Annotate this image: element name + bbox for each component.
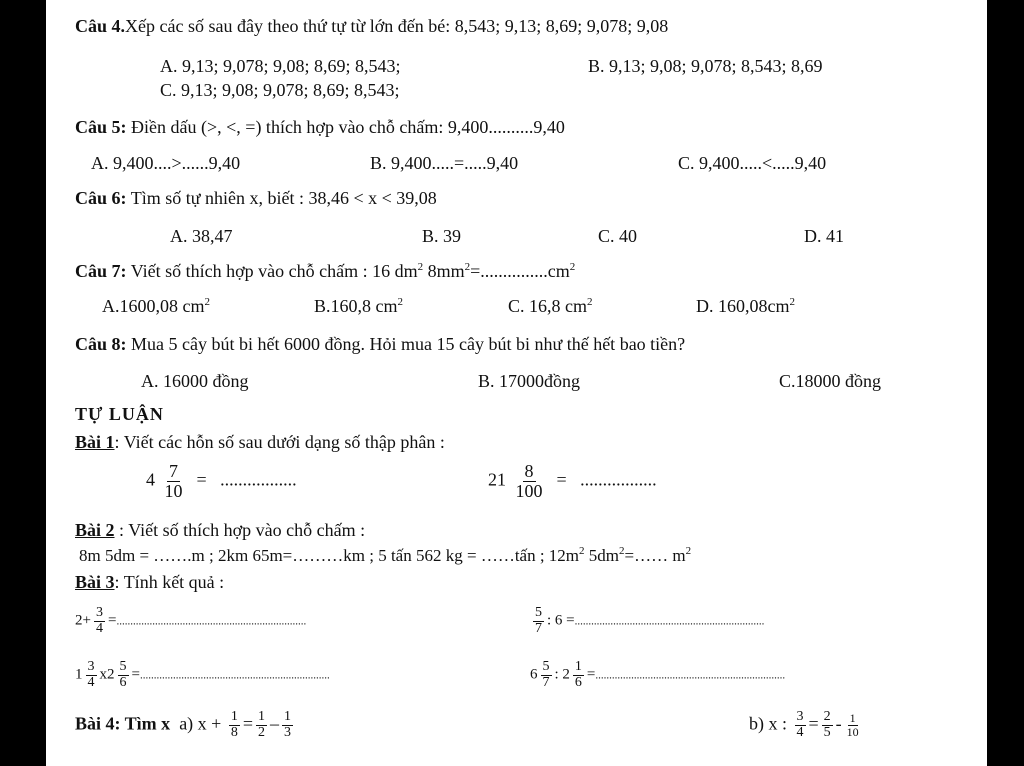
bai3-e4-fraction-2 [573, 660, 584, 690]
bai4-part-b: b) x : $\frac{3}{4}$ = $\frac{2}{5}$ - $\frac{1}{10}$ [749, 709, 859, 740]
bai3-e2-blank: ..................................................................... [574, 615, 765, 628]
bai1-label: Bài 1 [75, 432, 115, 452]
bai3-e1-eq: = [107, 612, 117, 629]
q7-text-pre: Viết số thích hợp vào chỗ chấm : 16 dm [130, 261, 418, 281]
bai4-a-fraction-3 [282, 710, 293, 740]
q7-option-a-text: A.1600,08 cm [102, 296, 205, 316]
q4-question [75, 16, 668, 36]
bai2-line-b: 5dm [584, 546, 620, 565]
q8-label: Câu 8: [75, 334, 127, 354]
bai1-e2-den: 100 [515, 480, 543, 501]
bai4-label: Bài 4: Tìm x [75, 713, 171, 734]
bai3-e2-op: : 6 = [547, 612, 575, 629]
bai3-e4-eq: = [586, 666, 596, 683]
q7-option-c-sq: 2 [587, 296, 593, 308]
q7-sq-2: 2 [464, 261, 471, 273]
q4-label: Câu 4. [75, 16, 126, 36]
bai3-e2-den: 7 [535, 620, 542, 636]
bai3-expr-2 [530, 606, 764, 636]
bai1-e2-eq: = [556, 469, 567, 490]
q7-option-d-sq: 2 [789, 296, 795, 308]
bai2-question [75, 520, 365, 540]
q4-text: Xếp các số sau đây theo thứ tự từ lớn đến bé: 8,543; 9,13; 8,69; 9,078; 9,08 [125, 16, 669, 36]
bai3-question [75, 572, 224, 592]
bai1-e1-num: 7 [169, 461, 178, 481]
bai1-e2-num: 8 [524, 461, 534, 481]
bai3-e3-num-2: 5 [119, 659, 127, 674]
bai4-b-num-3: 1 [849, 711, 856, 726]
bai3-label: Bài 3 [75, 572, 115, 592]
bai3-e1-whole: 2+ [75, 612, 91, 629]
q8-option-b: B. 17000đồng [478, 371, 581, 391]
q6-option-d: D. 41 [804, 226, 844, 246]
bai4-a-num-1: 1 [230, 709, 238, 724]
bai3-e4-fraction-1 [541, 660, 552, 690]
bai2-label: Bài 2 [75, 520, 115, 540]
essay-title: TỰ LUẬN [75, 404, 164, 424]
q7-text-post: =...............cm [470, 261, 570, 281]
q7-sq-1: 2 [417, 261, 424, 273]
bai3-e3-den-2: 6 [119, 674, 127, 690]
bai1-text: : Viết các hỗn số sau dưới dạng số thập phân : [114, 432, 445, 452]
bai3-e4-num-2: 1 [574, 659, 582, 674]
bai1-e1-eq: = [196, 469, 207, 490]
q7-option-d [696, 296, 795, 316]
bai4-b-num-2: 2 [823, 709, 831, 724]
bai3-e3-blank: ..................................................................... [139, 669, 330, 682]
q7-option-a-sq: 2 [204, 296, 210, 308]
bai4-b-eq: = [808, 713, 819, 734]
bai3-e4-whole: 6 [530, 666, 538, 683]
bai2-sq-3: 2 [685, 545, 692, 557]
q5-text: Điền dấu (>, <, =) thích hợp vào chỗ chấm: 9,400..........9,40 [131, 117, 565, 137]
q7-option-b [314, 296, 403, 316]
q7-sq-3: 2 [569, 261, 576, 273]
bai3-e1-num: 3 [95, 605, 103, 620]
bai3-e3-whole: 1 [75, 666, 83, 683]
bai3-e2-num: 5 [535, 605, 542, 620]
bai2-sq-2: 2 [619, 545, 625, 557]
bai4-a-num-3: 1 [283, 709, 291, 724]
bai4-a-den-3: 3 [283, 724, 291, 740]
bai3-e3-op: x2 [99, 666, 115, 683]
bai4-a-num-2: 1 [257, 709, 265, 724]
bai3-e1-blank: ..................................................................... [116, 615, 307, 628]
bai4-b-den-3: 10 [846, 724, 859, 739]
bai2-line-a: 8m 5dm = …….m ; 2km 65m=………km ; 5 tấn 562 kg = ……tấn ; 12m [79, 546, 580, 565]
bai2-sq-1: 2 [579, 545, 585, 557]
bai4-a-pre: a) x + [179, 713, 222, 734]
bai2-line [79, 546, 691, 566]
bai1-e1-blank: ................. [220, 469, 297, 490]
q7-question [75, 261, 575, 281]
bai1-e2-whole: 21 [488, 469, 506, 490]
q4-option-a: A. 9,13; 9,078; 9,08; 8,69; 8,543; [160, 56, 401, 76]
q8-option-c: C.18000 đồng [779, 371, 882, 391]
bai3-e4-op: : 2 [554, 666, 570, 683]
bai4-b-fraction-3 [845, 712, 861, 738]
bai4-a-minus: – [269, 713, 279, 734]
bai1-e1-whole: 4 [146, 469, 155, 490]
bai3-e3-fraction-1 [86, 660, 97, 690]
q5-label: Câu 5: [75, 117, 127, 137]
bai1-question [75, 432, 445, 452]
bai3-e2-fraction [533, 606, 544, 636]
bai3-e3-eq: = [131, 666, 140, 683]
worksheet-page [46, 0, 987, 766]
bai4-b-num-1: 3 [796, 709, 804, 724]
q7-option-b-sq: 2 [397, 296, 403, 308]
bai4-a-den-2: 2 [257, 724, 265, 740]
bai3-e3-fraction-2 [118, 660, 129, 690]
bai3-e3-num-1: 3 [87, 659, 95, 674]
q5-option-a: A. 9,400....>......9,40 [91, 153, 241, 173]
q5-option-b: B. 9,400.....=.....9,40 [370, 153, 519, 173]
q6-text: Tìm số tự nhiên x, biết : 38,46 < x < 39,08 [130, 188, 437, 208]
bai3-expr-4 [530, 660, 785, 690]
q6-option-b: B. 39 [422, 226, 462, 246]
bai1-e1-fraction [163, 462, 185, 501]
bai3-e1-den: 4 [95, 620, 103, 636]
bai4-a-eq: = [242, 713, 253, 734]
bai1-e2-blank: ................. [580, 469, 657, 490]
q4-option-b: B. 9,13; 9,08; 9,078; 8,543; 8,69 [588, 56, 823, 76]
bai3-e4-den-2: 6 [574, 674, 582, 690]
q8-option-a: A. 16000 đồng [141, 371, 249, 391]
bai3-expr-1 [75, 606, 306, 636]
bai1-expr-1 [146, 462, 297, 501]
q7-option-c-text: C. 16,8 cm [508, 296, 587, 316]
bai3-e4-num-1: 5 [542, 659, 550, 674]
bai3-expr-3 [75, 660, 330, 690]
q8-text: Mua 5 cây bút bi hết 6000 đồng. Hỏi mua 15 cây bút bi như thế hết bao tiền? [131, 334, 686, 354]
bai3-e4-blank: ..................................................................... [595, 669, 786, 682]
bai1-e2-fraction [514, 462, 545, 501]
q5-question [75, 117, 565, 137]
q4-option-c: C. 9,13; 9,08; 9,078; 8,69; 8,543; [160, 80, 400, 100]
q6-label: Câu 6: [75, 188, 127, 208]
q5-option-c: C. 9,400.....<.....9,40 [678, 153, 827, 173]
bai3-text: : Tính kết quả : [114, 572, 225, 592]
bai4-b-fraction-1 [795, 710, 806, 740]
bai4-b-pre: b) x : [749, 713, 787, 734]
bai3-e4-den-1: 7 [542, 674, 550, 690]
q6-question [75, 188, 437, 208]
bai4-b-den-1: 4 [796, 724, 804, 740]
bai1-e1-den: 10 [164, 480, 183, 501]
bai4-b-den-2: 5 [823, 724, 831, 740]
q7-label: Câu 7: [75, 261, 127, 281]
bai3-e1-fraction [94, 606, 105, 636]
q7-option-b-text: B.160,8 cm [314, 296, 398, 316]
q7-text-mid: 8mm [423, 261, 465, 281]
bai4-a-fraction-2 [256, 710, 267, 740]
q6-option-a: A. 38,47 [170, 226, 233, 246]
bai3-e3-den-1: 4 [87, 674, 95, 690]
q7-option-a [102, 296, 210, 316]
bai4-a-fraction-1 [229, 710, 240, 740]
bai2-line-c: =…… m [624, 546, 686, 565]
bai4-b-fraction-2 [822, 710, 833, 740]
bai4-a-den-1: 8 [230, 724, 238, 740]
bai4-part-a [75, 710, 296, 740]
q6-option-c: C. 40 [598, 226, 638, 246]
bai1-expr-2 [488, 462, 657, 501]
q7-option-c [508, 296, 593, 316]
q7-option-d-text: D. 160,08cm [696, 296, 790, 316]
q8-question [75, 334, 685, 354]
bai2-text: : Viết số thích hợp vào chỗ chấm : [114, 520, 366, 540]
